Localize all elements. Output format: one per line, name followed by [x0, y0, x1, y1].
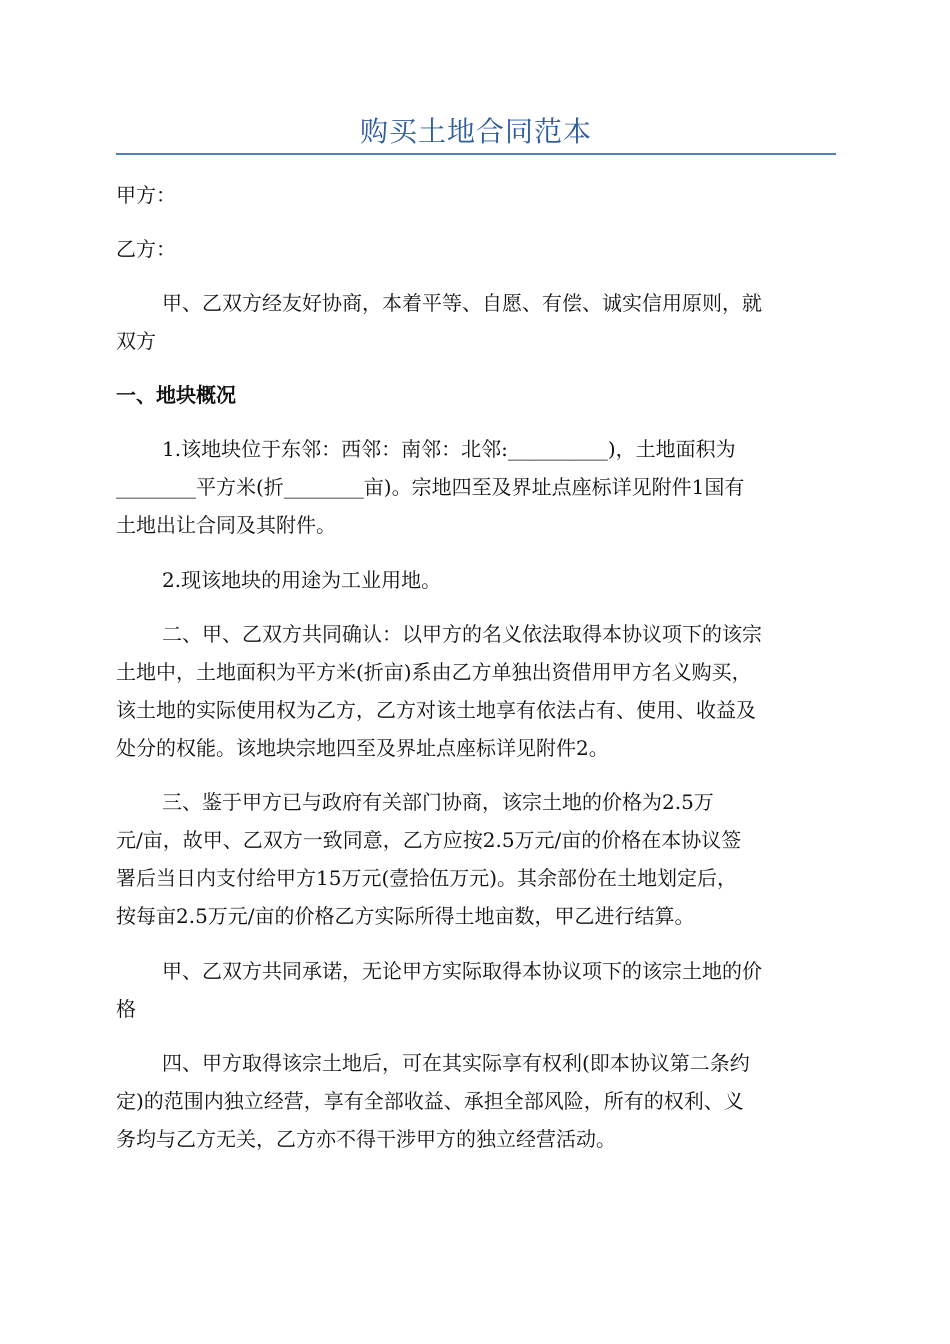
- title-divider: [116, 153, 836, 155]
- section-4-line-2: 定)的范围内独立经营，享有全部收益、承担全部风险，所有的权利、义: [116, 1089, 744, 1113]
- party-a-text: 甲方：: [116, 183, 176, 207]
- item-1-line-3: 土地出让合同及其附件。: [116, 513, 336, 537]
- intro-line-1: 甲、乙双方经友好协商，本着平等、自愿、有偿、诚实信用原则，就: [162, 291, 762, 315]
- commitment-paragraph: [116, 952, 836, 1028]
- section-4-line-1: 四、甲方取得该宗土地后，可在其实际享有权利(即本协议第二条约: [162, 1051, 750, 1075]
- section-1-heading: [116, 376, 836, 414]
- commitment-line-2: 格: [116, 997, 136, 1021]
- section-3-line-4: 按每亩2.5万元/亩的价格乙方实际所得土地亩数，甲乙进行结算。: [116, 904, 695, 928]
- commitment-line-1: 甲、乙双方共同承诺，无论甲方实际取得本协议项下的该宗土地的价: [162, 959, 762, 983]
- section-2-line-2: 土地中，土地面积为平方米(折亩)系由乙方单独出资借用甲方名义购买，: [116, 660, 752, 684]
- item-1-paragraph: [116, 430, 836, 544]
- section-2-paragraph: [116, 615, 836, 767]
- party-a-label: [116, 176, 836, 214]
- party-b-text: 乙方：: [116, 237, 176, 261]
- section-4-line-3: 务均与乙方无关，乙方亦不得干涉甲方的独立经营活动。: [116, 1127, 616, 1151]
- section-4-paragraph: [116, 1044, 836, 1158]
- item-2-line-1: 2.现该地块的用途为工业用地。: [162, 568, 442, 592]
- section-1-heading-text: 一、地块概况: [116, 383, 236, 407]
- item-1-line-2: ________平方米(折________亩)。宗地四至及界址点座标详见附件1国有: [116, 475, 745, 499]
- intro-line-2: 双方: [116, 329, 156, 353]
- intro-paragraph: [116, 284, 836, 360]
- section-3-line-1: 三、鉴于甲方已与政府有关部门协商，该宗土地的价格为2.5万: [162, 790, 714, 814]
- item-2-paragraph: [116, 561, 836, 599]
- section-2-line-4: 处分的权能。该地块宗地四至及界址点座标详见附件2。: [116, 736, 609, 760]
- section-2-line-3: 该土地的实际使用权为乙方，乙方对该土地享有依法占有、使用、收益及: [116, 698, 756, 722]
- item-1-line-1: 1.该地块位于东邻：西邻：南邻：北邻:__________)，土地面积为: [162, 437, 736, 461]
- party-b-label: [116, 230, 836, 268]
- section-2-line-1: 二、甲、乙双方共同确认：以甲方的名义依法取得本协议项下的该宗: [162, 622, 762, 646]
- document-title: 购买土地合同范本: [359, 115, 592, 148]
- section-3-paragraph: [116, 783, 836, 935]
- section-3-line-3: 署后当日内支付给甲方15万元(壹拾伍万元)。其余部份在土地划定后，: [116, 866, 738, 890]
- section-3-line-2: 元/亩，故甲、乙双方一致同意，乙方应按2.5万元/亩的价格在本协议签: [116, 828, 742, 852]
